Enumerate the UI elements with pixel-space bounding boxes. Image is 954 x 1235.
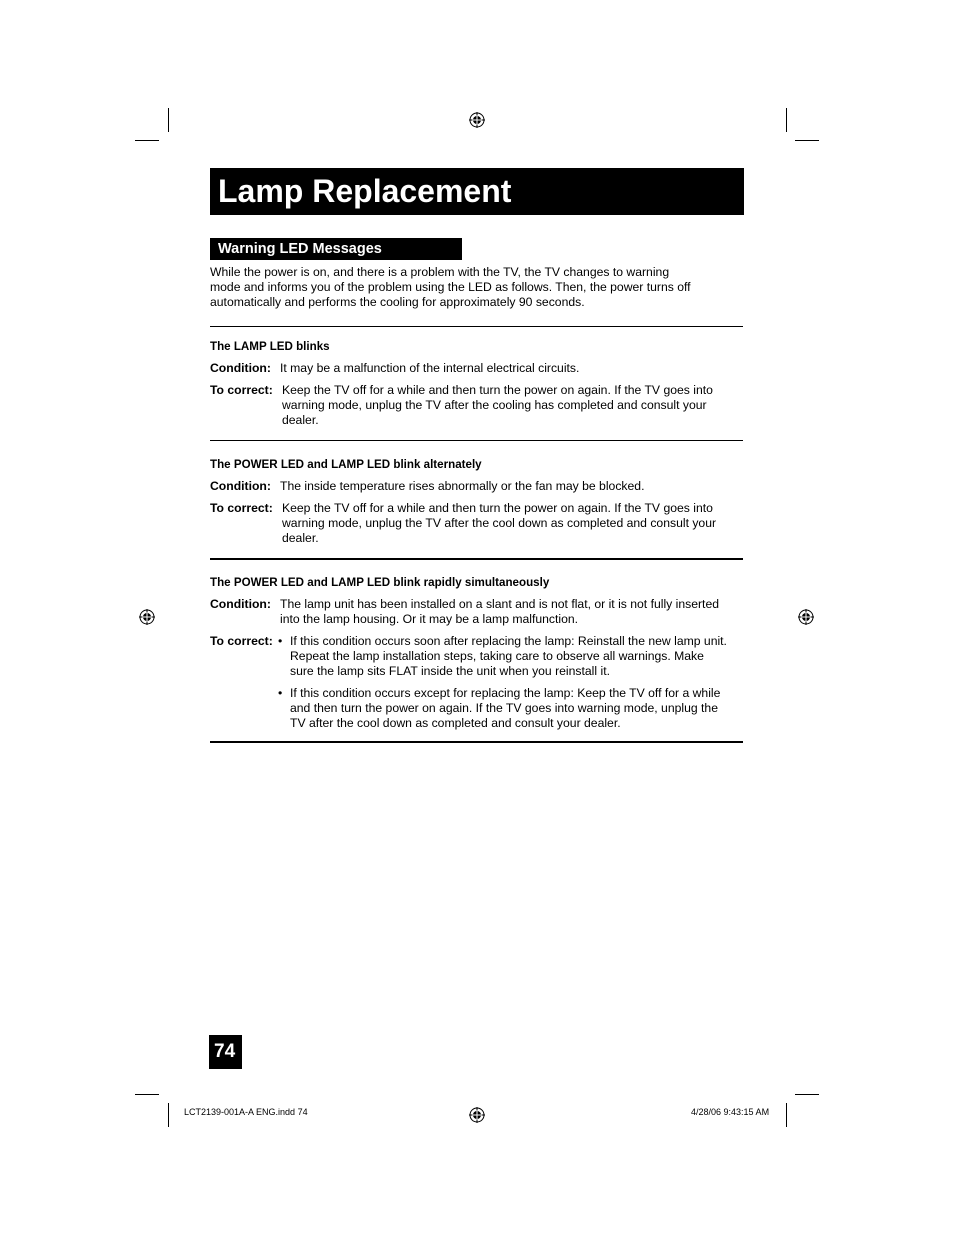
crop-mark xyxy=(795,140,819,141)
condition-row xyxy=(210,479,745,495)
bullet-line: Repeat the lamp installation steps, taking care to observe all warnings. Make xyxy=(290,649,704,664)
registration-mark-icon xyxy=(139,609,155,625)
crop-mark xyxy=(795,1094,819,1095)
correct-label: To correct: xyxy=(210,634,273,648)
correct-row xyxy=(210,383,745,431)
condition-label: Condition: xyxy=(210,597,271,611)
correct-label: To correct: xyxy=(210,383,273,397)
bullet-text xyxy=(290,634,745,680)
condition-line: into the lamp housing. Or it may be a lamp malfunction. xyxy=(280,612,579,627)
page-title-bar xyxy=(210,168,744,215)
crop-mark xyxy=(135,140,159,141)
crop-mark xyxy=(786,1103,787,1127)
condition-text xyxy=(280,597,745,627)
crop-mark xyxy=(135,1094,159,1095)
divider xyxy=(210,326,743,327)
condition-line: The lamp unit has been installed on a slant and is not flat, or it is not fully inserted xyxy=(280,597,719,611)
condition-label: Condition: xyxy=(210,479,271,493)
divider xyxy=(210,440,743,441)
correct-text xyxy=(282,501,745,547)
crop-mark xyxy=(168,108,169,132)
bullet-item xyxy=(278,686,745,734)
condition-row xyxy=(210,361,745,377)
correct-text xyxy=(282,383,745,429)
crop-mark xyxy=(168,1103,169,1127)
divider xyxy=(210,741,743,743)
bullet-line: TV after the cool down as completed and consult your dealer. xyxy=(290,716,621,731)
condition-text: The inside temperature rises abnormally or the fan may be blocked. xyxy=(280,479,645,493)
intro-line: mode and informs you of the problem using the LED as follows. Then, the power turns off xyxy=(210,280,691,295)
bullet-line: sure the lamp sits FLAT inside the unit when you reinstall it. xyxy=(290,664,610,679)
intro-line: automatically and performs the cooling for approximately 90 seconds. xyxy=(210,295,585,310)
bullet-line: If this condition occurs except for replacing the lamp: Keep the TV off for a while xyxy=(290,686,721,700)
page-title: Lamp Replacement xyxy=(218,173,512,209)
footer-timestamp: 4/28/06 9:43:15 AM xyxy=(691,1107,770,1117)
condition-label: Condition: xyxy=(210,361,271,375)
section-heading: The POWER LED and LAMP LED blink rapidly simultaneously xyxy=(210,576,550,589)
section-heading: The LAMP LED blinks xyxy=(210,340,330,353)
registration-mark-icon xyxy=(469,112,485,128)
registration-mark-icon xyxy=(798,609,814,625)
correct-line: warning mode, unplug the TV after the cooling has completed and consult your xyxy=(282,398,707,413)
registration-mark-icon xyxy=(469,1107,485,1123)
bullet-item xyxy=(278,634,745,682)
page-number: 74 xyxy=(214,1041,236,1062)
bullet-icon: • xyxy=(278,686,283,700)
section-subtitle-bar xyxy=(210,238,462,260)
correct-line: warning mode, unplug the TV after the cool down as completed and consult your xyxy=(282,516,717,531)
footer-filename: LCT2139-001A-A ENG.indd 74 xyxy=(184,1107,308,1117)
condition-row xyxy=(210,597,745,629)
intro-paragraph xyxy=(210,265,730,311)
correct-row xyxy=(210,501,745,549)
section-heading: The POWER LED and LAMP LED blink alternately xyxy=(210,458,482,471)
condition-text: It may be a malfunction of the internal electrical circuits. xyxy=(280,361,580,375)
correct-label: To correct: xyxy=(210,501,273,515)
bullet-text xyxy=(290,686,745,732)
bullet-line: and then turn the power on again. If the TV goes into warning mode, unplug the xyxy=(290,701,718,716)
bullet-icon: • xyxy=(278,634,283,648)
crop-mark xyxy=(786,108,787,132)
section-subtitle: Warning LED Messages xyxy=(218,241,382,257)
correct-line: dealer. xyxy=(282,531,319,546)
correct-line: Keep the TV off for a while and then turn the power on again. If the TV goes into xyxy=(282,501,713,515)
intro-line: While the power is on, and there is a problem with the TV, the TV changes to warning xyxy=(210,265,670,279)
bullet-line: If this condition occurs soon after replacing the lamp: Reinstall the new lamp unit. xyxy=(290,634,727,648)
page-number-box xyxy=(209,1035,242,1069)
correct-line: Keep the TV off for a while and then turn the power on again. If the TV goes into xyxy=(282,383,713,397)
correct-line: dealer. xyxy=(282,413,319,428)
divider xyxy=(210,558,743,560)
